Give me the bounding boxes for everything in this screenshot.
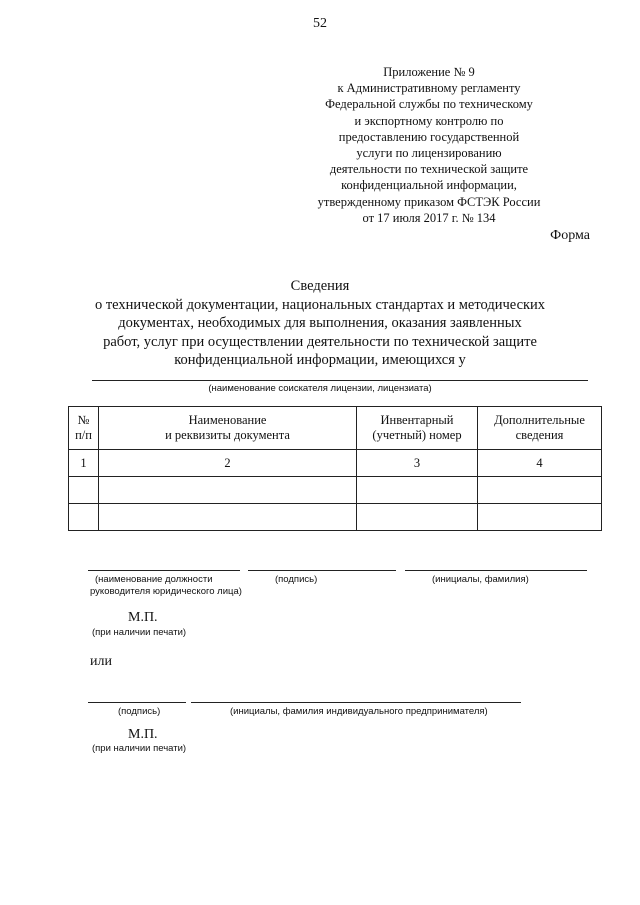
title-line: о технической документации, национальных стандартах и методических bbox=[94, 296, 546, 313]
column-number: 2 bbox=[99, 450, 357, 477]
title-line: работ, услуг при осуществлении деятельности по технической защите bbox=[103, 333, 537, 350]
signature-caption: (подпись) bbox=[275, 574, 318, 585]
applicant-name-line[interactable] bbox=[92, 380, 588, 381]
table-cell[interactable] bbox=[478, 504, 602, 531]
documents-table bbox=[68, 406, 602, 531]
table-cell[interactable] bbox=[69, 504, 99, 531]
position-caption-continued: руководителя юридического лица) bbox=[90, 586, 242, 597]
appendix-line: и экспортному контролю по bbox=[354, 113, 504, 128]
signature-line[interactable] bbox=[248, 570, 396, 571]
table-row bbox=[69, 477, 602, 504]
name-line[interactable] bbox=[405, 570, 587, 571]
appendix-line: утвержденному приказом ФСТЭК России bbox=[317, 194, 541, 209]
entrepreneur-name-line[interactable] bbox=[191, 702, 521, 703]
appendix-line: Федеральной службы по техническому bbox=[325, 97, 533, 112]
header-inventory-number: Инвентарный (учетный) номер bbox=[357, 407, 478, 450]
appendix-line: предоставлению государственной bbox=[338, 129, 520, 144]
column-number: 4 bbox=[478, 450, 602, 477]
entrepreneur-signature-caption: (подпись) bbox=[118, 706, 161, 717]
table-cell[interactable] bbox=[99, 477, 357, 504]
document-title bbox=[80, 277, 560, 370]
title-line: документах, необходимых для выполнения, оказания заявленных bbox=[118, 315, 522, 331]
entrepreneur-signature-line[interactable] bbox=[88, 702, 186, 703]
header-additional-info: Дополнительные сведения bbox=[478, 407, 602, 450]
table-cell[interactable] bbox=[357, 477, 478, 504]
appendix-line: Приложение № 9 bbox=[383, 65, 475, 79]
form-label: Форма bbox=[550, 228, 590, 243]
appendix-line: деятельности по технической защите bbox=[329, 162, 529, 177]
table-column-number-row bbox=[69, 450, 602, 477]
or-label: или bbox=[90, 654, 112, 669]
page-number: 52 bbox=[313, 16, 327, 31]
stamp-note: (при наличии печати) bbox=[92, 627, 187, 638]
table-header-row bbox=[69, 407, 602, 450]
column-number: 1 bbox=[69, 450, 99, 477]
title-line: конфиденциальной информации, имеющихся у bbox=[174, 352, 466, 368]
appendix-line: конфиденциальной информации, bbox=[341, 178, 517, 193]
applicant-caption: (наименование соискателя лицензии, лицензиата) bbox=[208, 383, 432, 394]
header-document-name: Наименование и реквизиты документа bbox=[99, 407, 357, 450]
position-caption: (наименование должности bbox=[95, 574, 213, 585]
appendix-line: от 17 июля 2017 г. № 134 bbox=[362, 210, 496, 225]
table-cell[interactable] bbox=[478, 477, 602, 504]
table-cell[interactable] bbox=[69, 477, 99, 504]
name-caption: (инициалы, фамилия) bbox=[432, 574, 529, 585]
title-line: Сведения bbox=[290, 278, 350, 294]
appendix-line: услуги по лицензированию bbox=[356, 146, 502, 161]
table-row bbox=[69, 504, 602, 531]
entrepreneur-stamp-note: (при наличии печати) bbox=[92, 743, 187, 754]
table-cell[interactable] bbox=[99, 504, 357, 531]
position-line[interactable] bbox=[88, 570, 240, 571]
appendix-header bbox=[300, 64, 558, 226]
column-number: 3 bbox=[357, 450, 478, 477]
header-number: № п/п bbox=[69, 407, 99, 450]
stamp-label: М.П. bbox=[128, 610, 158, 625]
entrepreneur-name-caption: (инициалы, фамилия индивидуального предпринимателя) bbox=[230, 706, 488, 717]
entrepreneur-stamp-label: М.П. bbox=[128, 727, 158, 742]
table-cell[interactable] bbox=[357, 504, 478, 531]
appendix-line: к Административному регламенту bbox=[337, 81, 521, 96]
